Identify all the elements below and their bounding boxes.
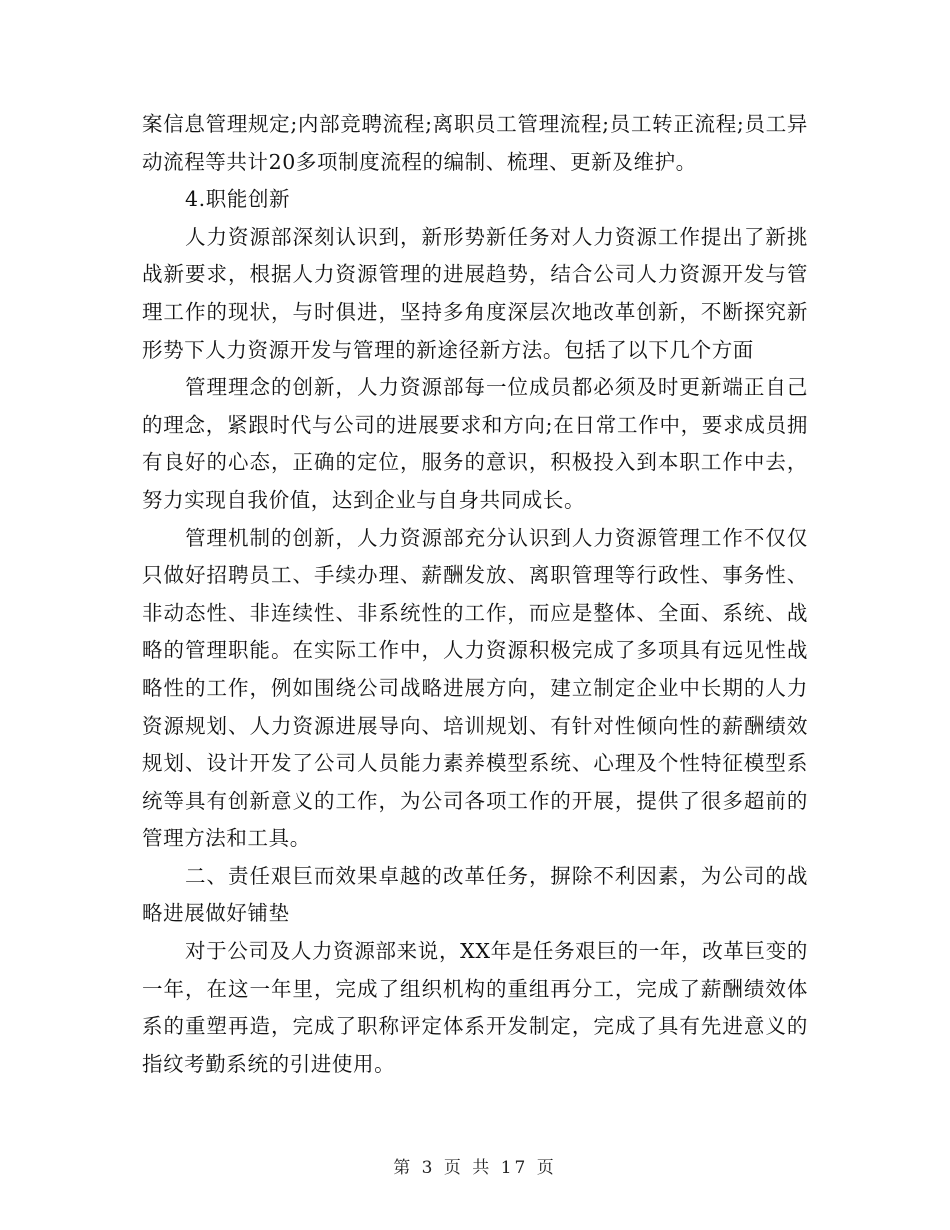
- paragraph: 案信息管理规定;内部竞聘流程;离职员工管理流程;员工转正流程;员工异动流程等共计20多项制度流程的编制、梳理、更新及维护。: [142, 112, 808, 174]
- paragraph: 人力资源部深刻认识到，新形势新任务对人力资源工作提出了新挑战新要求，根据人力资源管理的进展趋势，结合公司人力资源开发与管理工作的现状，与时俱进，坚持多角度深层次地改革创新，不断探究新形势下人力资源开发与管理的新途径新方法。包括了以下几个方面: [142, 224, 808, 362]
- paragraph: 对于公司及人力资源部来说，XX年是任务艰巨的一年，改革巨变的一年，在这一年里，完成了组织机构的重组再分工，完成了薪酬绩效体系的重塑再造，完成了职称评定体系开发制定，完成了具有先进意义的指纹考勤系统的引进使用。: [142, 939, 808, 1076]
- page-number-footer: 第 3 页 共 17 页: [393, 1158, 557, 1178]
- section-heading: 4.职能创新: [185, 187, 291, 212]
- section-heading: 二、责任艰巨而效果卓越的改革任务，摒除不利因素，为公司的战略进展做好铺垫: [142, 863, 808, 926]
- document-body: [142, 106, 808, 1083]
- paragraph: 管理机制的创新，人力资源部充分认识到人力资源管理工作不仅仅只做好招聘员工、手续办理、薪酬发放、离职管理等行政性、事务性、非动态性、非连续性、非系统性的工作，而应是整体、全面、系统、战略的管理职能。在实际工作中，人力资源积极完成了多项具有远见性战略性的工作，例如围绕公司战略进展方向，建立制定企业中长期的人力资源规划、人力资源进展导向、培训规划、有针对性倾向性的薪酬绩效规划、设计开发了公司人员能力素养模型系统、心理及个性特征模型系统等具有创新意义的工作，为公司各项工作的开展，提供了很多超前的管理方法和工具。: [142, 525, 808, 851]
- paragraph: 管理理念的创新，人力资源部每一位成员都必须及时更新端正自己的理念，紧跟时代与公司的进展要求和方向;在日常工作中，要求成员拥有良好的心态，正确的定位，服务的意识，积极投入到本职工作中去，努力实现自我价值，达到企业与自身共同成长。: [142, 375, 808, 512]
